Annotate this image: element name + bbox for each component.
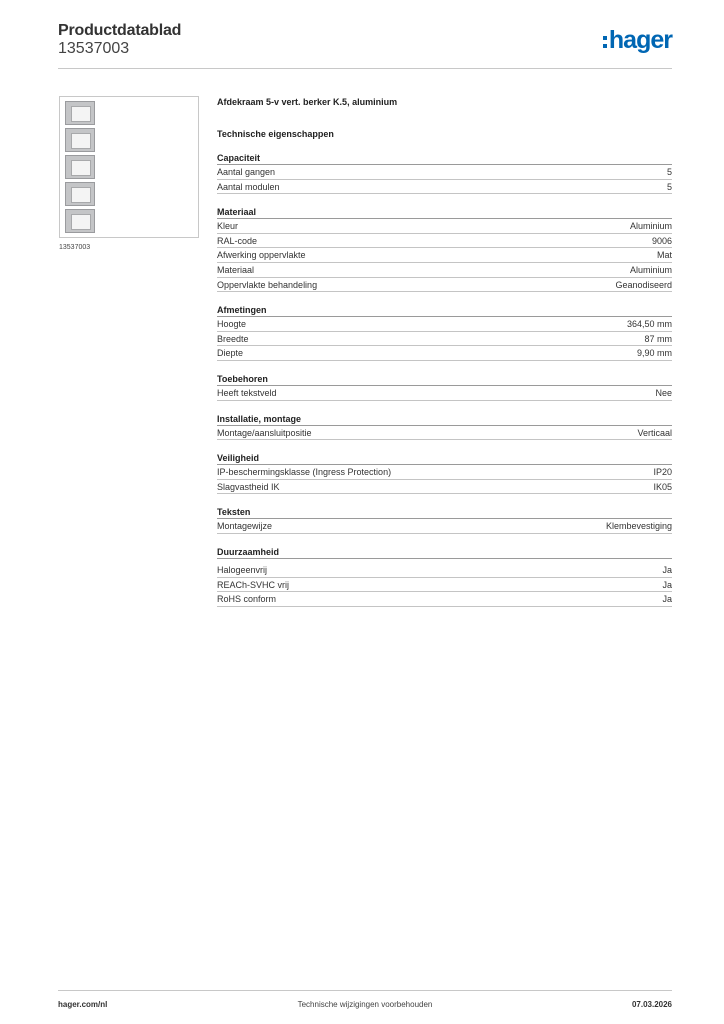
product-image <box>59 96 199 238</box>
spec-label: REACh-SVHC vrij <box>217 579 290 590</box>
spec-row <box>217 578 672 593</box>
spec-label: Aantal gangen <box>217 167 276 177</box>
spec-value: 9,90 mm <box>636 348 672 359</box>
spec-heading: Technische eigenschappen <box>217 129 334 139</box>
spec-row <box>217 234 672 249</box>
spec-row <box>217 519 672 534</box>
frame-module <box>65 128 95 152</box>
spec-row <box>217 263 672 278</box>
spec-row <box>217 480 672 495</box>
spec-content <box>217 96 672 607</box>
spec-section <box>217 373 672 401</box>
section-title: Teksten <box>217 506 672 519</box>
spec-row <box>217 465 672 480</box>
spec-value: Geanodiseerd <box>615 279 672 290</box>
spec-label: Diepte <box>217 348 244 359</box>
spec-value: Aluminium <box>629 264 672 275</box>
spec-label: RAL-code <box>217 235 258 246</box>
spec-value: 9006 <box>651 235 672 246</box>
spec-label: Halogeenvrij <box>217 564 268 575</box>
spec-label: IP-beschermingsklasse (Ingress Protection) <box>217 467 392 478</box>
page-footer <box>58 990 672 1016</box>
section-title: Duurzaamheid <box>217 546 672 559</box>
frame-module <box>65 155 95 179</box>
footer-disclaimer: Technische wijzigingen voorbehouden <box>297 1000 433 1009</box>
spec-row <box>217 317 672 332</box>
footer-website: hager.com/nl <box>58 1000 108 1009</box>
spec-row <box>217 563 672 578</box>
spec-value: 5 <box>666 167 672 177</box>
spec-section <box>217 206 672 292</box>
spec-value: 87 mm <box>644 333 672 344</box>
spec-label: Kleur <box>217 221 239 232</box>
spec-row <box>217 219 672 234</box>
spec-row <box>217 278 672 293</box>
spec-section <box>217 413 672 441</box>
spec-label: Hoogte <box>217 319 247 330</box>
spec-label: Materiaal <box>217 264 255 275</box>
hager-logo <box>603 28 672 52</box>
page-header <box>58 22 672 69</box>
spec-label: Breedte <box>217 333 249 344</box>
spec-row <box>217 386 672 401</box>
spec-section <box>217 304 672 361</box>
image-caption: 13537003 <box>59 244 91 251</box>
spec-row <box>217 332 672 347</box>
spec-row <box>217 165 672 180</box>
document-title: Productdatablad <box>58 22 182 39</box>
section-title: Toebehoren <box>217 373 672 386</box>
spec-label: Slagvastheid IK <box>217 481 280 492</box>
spec-value: Verticaal <box>637 427 672 438</box>
spec-value: Ja <box>662 594 672 605</box>
spec-label: Oppervlakte behandeling <box>217 279 318 290</box>
spec-section <box>217 506 672 534</box>
frame-module <box>65 101 95 125</box>
spec-value: IP20 <box>653 467 672 478</box>
spec-value: Nee <box>655 387 672 398</box>
spec-row <box>217 180 672 195</box>
spec-row <box>217 248 672 263</box>
spec-value: Klembevestiging <box>605 521 672 532</box>
spec-row <box>217 592 672 607</box>
spec-label: Heeft tekstveld <box>217 387 277 398</box>
cover-frame-illustration <box>65 101 95 233</box>
frame-module <box>65 182 95 206</box>
section-title: Installatie, montage <box>217 413 672 426</box>
spec-value: Ja <box>662 579 672 590</box>
spec-section <box>217 452 672 494</box>
spec-value: Mat <box>656 250 672 261</box>
document-number: 13537003 <box>58 40 130 57</box>
spec-value: IK05 <box>653 481 672 492</box>
frame-module <box>65 209 95 233</box>
spec-row <box>217 346 672 361</box>
spec-label: Montagewijze <box>217 521 273 532</box>
spec-sections <box>217 152 672 607</box>
section-title: Veiligheid <box>217 452 672 465</box>
spec-value: 5 <box>666 181 672 192</box>
logo-text: hager <box>608 26 672 54</box>
spec-value: 364,50 mm <box>626 319 672 330</box>
spec-value: Aluminium <box>629 221 672 232</box>
section-title: Afmetingen <box>217 304 672 317</box>
spec-value: Ja <box>662 564 672 575</box>
footer-date: 07.03.2026 <box>631 1000 672 1009</box>
logo-colon-icon <box>603 36 607 48</box>
spec-section <box>217 152 672 194</box>
spec-row <box>217 426 672 441</box>
spec-label: Aantal modulen <box>217 181 280 192</box>
section-title: Capaciteit <box>217 152 672 165</box>
spec-label: Afwerking oppervlakte <box>217 250 306 261</box>
spec-label: Montage/aansluitpositie <box>217 427 312 438</box>
section-title: Materiaal <box>217 206 672 219</box>
spec-label: RoHS conform <box>217 594 277 605</box>
spec-section <box>217 546 672 607</box>
product-name: Afdekraam 5-v vert. berker K.5, aluminium <box>217 97 398 107</box>
